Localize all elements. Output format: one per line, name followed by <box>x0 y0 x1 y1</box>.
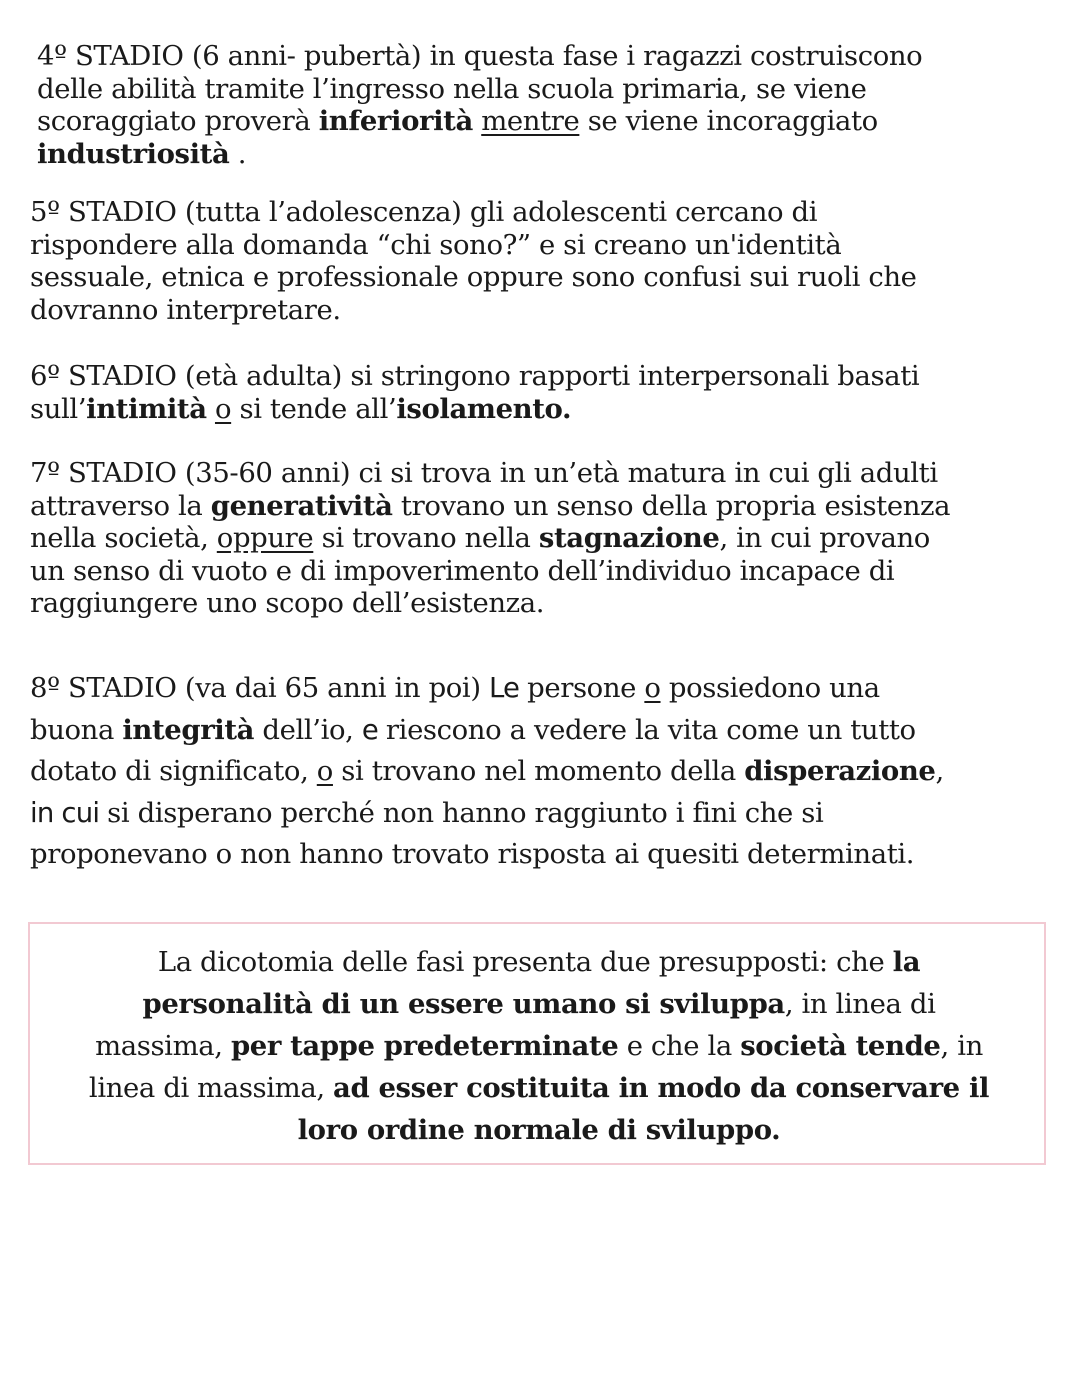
keyword-intimita: intimità <box>86 392 207 425</box>
text-line: 8º STADIO (va dai 65 anni in poi) Le persone o possiedono una <box>30 672 880 704</box>
summary-text <box>30 941 1048 1151</box>
text-line: dovranno interpretare. <box>30 293 341 326</box>
text-line: attraverso la generatività trovano un senso della propria esistenza <box>30 489 951 522</box>
text-line: buona integrità dell’io, e riescono a vedere la vita come un tutto <box>30 713 916 746</box>
keyword-integrita: integrità <box>122 713 255 746</box>
paragraph-stage-6 <box>30 360 919 425</box>
underlined-mentre: mentre <box>481 105 580 137</box>
underlined-oppure: oppure <box>216 522 314 554</box>
text-line: sessuale, etnica e professionale oppure sono confusi sui ruoli che <box>30 261 917 293</box>
underlined-o: o <box>214 392 232 425</box>
text-line: loro ordine normale di sviluppo. <box>297 1114 781 1146</box>
keyword-isolamento: isolamento. <box>396 392 572 425</box>
text-line: La dicotomia delle fasi presenta due presupposti: che la <box>157 946 921 978</box>
text-line: in cui si disperano perché non hanno raggiunto i fini che si <box>30 796 824 829</box>
text-line: 6º STADIO (età adulta) si stringono rapporti interpersonali basati <box>30 360 920 392</box>
keyword-inferiorita: inferiorità <box>318 105 473 137</box>
keyword-industriosita: industriosità <box>37 137 230 170</box>
text-line: personalità di un essere umano si sviluppa, in linea di <box>142 988 936 1020</box>
text-line: nella società, oppure si trovano nella stagnazione, in cui provano <box>30 522 930 554</box>
keyword-disperazione: disperazione <box>744 755 936 787</box>
text-line: 7º STADIO (35-60 anni) ci si trova in un’età matura in cui gli adulti <box>30 457 938 489</box>
paragraph-stage-4 <box>37 40 922 170</box>
paragraph-stage-7 <box>30 457 950 620</box>
summary-box <box>28 922 1046 1165</box>
keyword-generativita: generatività <box>210 489 393 522</box>
text-line: 5º STADIO (tutta l’adolescenza) gli adolescenti cercano di <box>30 196 818 228</box>
text-line: proponevano o non hanno trovato risposta ai quesiti determinati. <box>30 838 915 870</box>
text-line: raggiungere uno scopo dell’esistenza. <box>30 587 545 619</box>
paragraph-stage-5 <box>30 196 917 326</box>
text-line: delle abilità tramite l’ingresso nella scuola primaria, se viene <box>37 72 867 105</box>
text-line: sull’intimità o si tende all’isolamento. <box>30 392 572 425</box>
text-line: un senso di vuoto e di impoverimento dell’individuo incapace di <box>30 554 895 587</box>
text-line: 4º STADIO (6 anni- pubertà) in questa fase i ragazzi costruiscono <box>37 40 923 72</box>
text-line: dotato di significato, o si trovano nel momento della disperazione, <box>30 755 944 787</box>
keyword-stagnazione: stagnazione <box>538 522 720 554</box>
text-line: massima, per tappe predeterminate e che la società tende, in <box>95 1030 983 1062</box>
text-line: scoraggiato proverà inferiorità mentre se viene incoraggiato <box>37 105 878 137</box>
text-line: linea di massima, ad esser costituita in modo da conservare il <box>88 1072 990 1104</box>
paragraph-stage-8 <box>30 668 944 876</box>
underlined-o: o <box>644 672 661 704</box>
text-line: rispondere alla domanda “chi sono?” e si creano un'identità <box>30 228 842 261</box>
text-line: industriosità . <box>37 137 247 170</box>
underlined-o: o <box>316 755 333 787</box>
